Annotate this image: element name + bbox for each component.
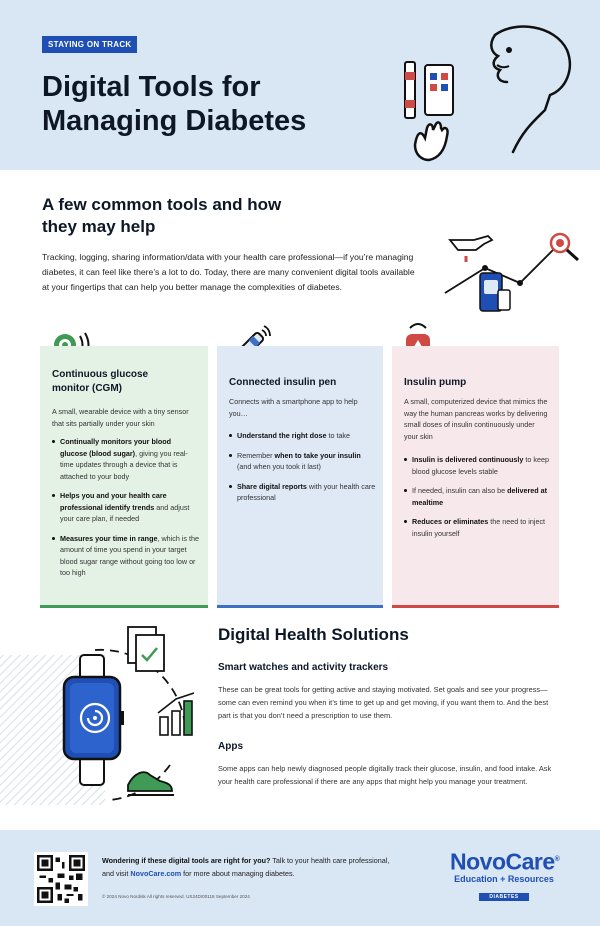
list-item: Measures your time in range, which is the amount of time you spend in your target blood sugar range without going too low or too high	[52, 533, 200, 587]
footer-message: Wondering if these digital tools are right for you? Talk to your health care professional, and visit NovoCare.com for more about managing diabetes.	[102, 856, 390, 878]
trends-illustration	[440, 228, 590, 318]
cgm-card	[40, 346, 208, 608]
smart-watches-body: These can be great tools for getting active and staying motivated. Set goals and see your progress—some can even remind you when it’s time to get up and get moving, if you want them to. And the best part is that you don’t need a prescription to use them.	[218, 685, 549, 720]
insulin-pen-card	[217, 346, 383, 608]
cgm-bullets	[52, 436, 200, 587]
novocare-logo: NovoCare® Education + Resources DIABETES	[450, 848, 560, 900]
intro-body: Tracking, logging, sharing information/data with your health care professional—if you’re managing diabetes, it can feel like there’s a lot to do. Today, there are many convenient digital tools available at your fingertips that can help you better manage the complexities of diabetes.	[42, 252, 415, 292]
list-item: Understand the right dose to take	[229, 430, 377, 450]
section-tag: STAYING ON TRACK	[42, 36, 137, 53]
qr-code-icon[interactable]	[34, 852, 88, 906]
person-devices-illustration	[395, 20, 580, 170]
list-item: Helps you and your health care professional identify trends and adjust your care plan, if needed	[52, 490, 200, 533]
pen-title: Connected insulin pen	[229, 377, 337, 388]
pump-description: A small, computerized device that mimics the way the human pancreas works by delivering small doses of insulin continuously under your skin	[404, 397, 548, 441]
sneaker-icon	[128, 772, 172, 791]
novocare-link[interactable]: NovoCare.com	[130, 869, 182, 878]
digital-health-heading: Digital Health Solutions	[218, 625, 409, 644]
intro-heading: A few common tools and how they may help	[42, 195, 282, 236]
pump-bullets	[404, 454, 552, 547]
pen-illustration-icon	[405, 62, 415, 118]
pen-description: Connects with a smartphone app to help you…	[229, 397, 358, 418]
footer	[0, 830, 600, 926]
insulin-pump-card	[392, 346, 559, 608]
list-item: Share digital reports with your health care professional	[229, 481, 377, 512]
phone-illustration-icon	[425, 65, 453, 115]
page-title: Digital Tools for Managing Diabetes	[42, 71, 307, 137]
pointing-hand-icon	[450, 236, 492, 250]
smartwatch-illustration	[0, 615, 210, 820]
cgm-title: Continuous glucose monitor (CGM)	[52, 369, 149, 394]
pen-bullets	[229, 430, 377, 512]
cgm-description: A small, wearable device with a tiny sensor that sits partially under your skin	[52, 407, 189, 428]
list-item: Reduces or eliminates the need to inject insulin yourself	[404, 516, 552, 547]
smart-watches-heading: Smart watches and activity trackers	[218, 662, 389, 673]
bar-graph-icon	[160, 717, 168, 735]
list-item: Continually monitors your blood glucose (blood sugar), giving you real-time updates through a device that is attached to your body	[52, 436, 200, 490]
list-item: Remember when to take your insulin (and when you took it last)	[229, 450, 377, 481]
header-banner	[0, 0, 600, 170]
pump-title: Insulin pump	[404, 377, 467, 388]
list-item: Insulin is delivered continuously to keep blood glucose levels stable	[404, 454, 552, 485]
apps-body: Some apps can help newly diagnosed people digitally track their glucose, insulin, and food intake. Ask your health care professional if there are any apps that might help you manage your treatment.	[218, 764, 552, 786]
list-item: If needed, insulin can also be delivered at mealtime	[404, 485, 552, 516]
legal-text: © 2024 Novo Nordisk All rights reserved. US24DI00118 September 2024	[102, 894, 250, 899]
apps-heading: Apps	[218, 741, 243, 752]
